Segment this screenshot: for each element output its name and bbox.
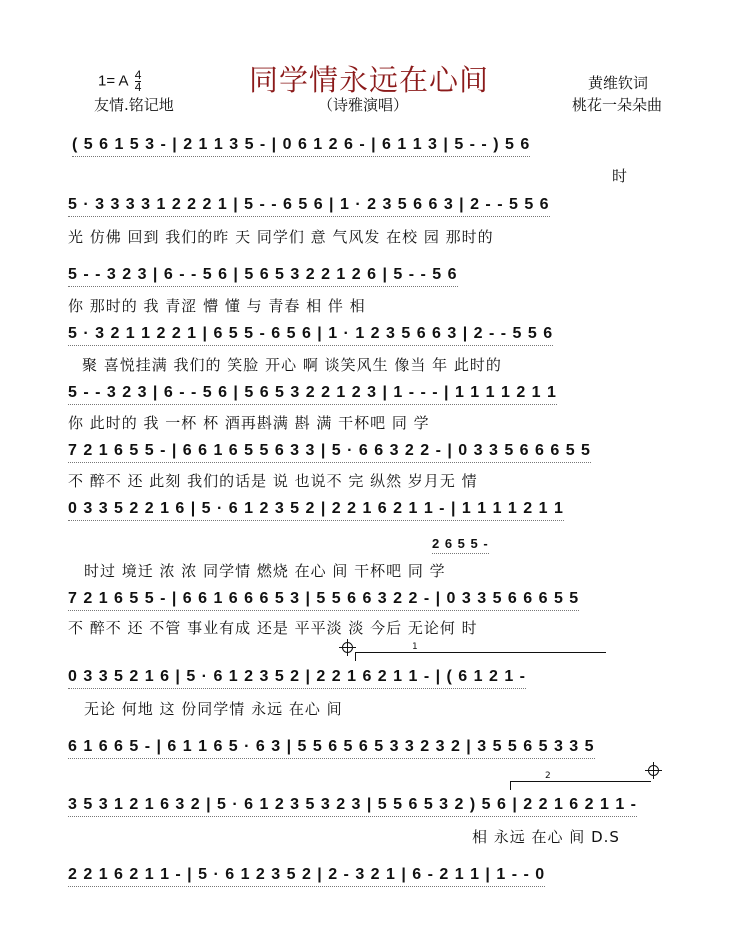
score-row-10-notes: 6 1 6 6 5 - | 6 1 1 6 5 · 6 3 | 5 5 6 5 6 5 3 3 2 3 2 | 3 5 5 6 5 3 3 5: [68, 738, 595, 755]
lyricist: 黄维钦词: [588, 74, 649, 92]
score-row-7-lyrics: 时过 境迁 浓 浓 同学情 燃烧 在心 间 干杯吧 同 学: [84, 562, 446, 580]
score-row-1-lyrics: 时: [612, 167, 629, 185]
score-row-11-lyrics: 相 永远 在心 间 D.S: [472, 828, 620, 846]
composer: 桃花一朵朵曲: [572, 96, 663, 114]
score-row-5-lyrics: 你 此时的 我 一杯 杯 酒再斟满 斟 满 干杯吧 同 学: [68, 414, 430, 432]
score-row-6-notes: 7 2 1 6 5 5 - | 6 6 1 6 5 5 6 3 3 | 5 · 6 6 3 2 2 - | 0 3 3 5 6 6 6 5 5: [68, 442, 591, 459]
score-row-1-notes: ( 5 6 1 5 3 - | 2 1 1 3 5 - | 0 6 1 2 6 - | 6 1 1 3 | 5 - - ) 5 6: [72, 136, 531, 153]
performer: （诗雅演唱）: [318, 96, 409, 114]
key-label: 1= A: [98, 72, 128, 90]
score-row-12-notes: 2 2 1 6 2 1 1 - | 5 · 6 1 2 3 5 2 | 2 - 3 2 1 | 6 - 2 1 1 | 1 - - 0: [68, 866, 546, 883]
time-signature: $\frac{4}{4}$: [134, 68, 142, 94]
score-row-6-lyrics: 不 醉不 还 此刻 我们的话是 说 也说不 完 纵然 岁月无 情: [68, 472, 478, 490]
score-row-2-notes: 5 · 3 3 3 3 1 2 2 2 1 | 5 - - 6 5 6 | 1 · 2 3 5 6 6 3 | 2 - - 5 5 6: [68, 196, 550, 213]
score-row-2-lyrics: 光 仿佛 回到 我们的昨 天 同学们 意 气风发 在校 园 那时的: [68, 228, 494, 246]
volta-2-bracket: [510, 781, 651, 790]
key-signature: [98, 70, 141, 93]
score-row-5-notes: 5 - - 3 2 3 | 6 - - 5 6 | 5 6 5 3 2 2 1 2 3 | 1 - - - | 1 1 1 1 2 1 1: [68, 384, 557, 401]
subtitle-left: 友情.铭记地: [94, 96, 174, 114]
score-row-4-notes: 5 · 3 2 1 1 2 2 1 | 6 5 5 - 6 5 6 | 1 · 1 2 3 5 6 6 3 | 2 - - 5 5 6: [68, 325, 554, 342]
score-row-7-notes: 0 3 3 5 2 2 1 6 | 5 · 6 1 2 3 5 2 | 2 2 1 6 2 1 1 - | 1 1 1 1 2 1 1: [68, 500, 564, 517]
score-row-8-notes: 7 2 1 6 5 5 - | 6 6 1 6 6 6 5 3 | 5 5 6 6 3 2 2 - | 0 3 3 5 6 6 6 5 5: [68, 590, 580, 607]
score-row-8-lyrics: 不 醉不 还 不管 事业有成 还是 平平淡 淡 今后 无论何 时: [68, 619, 478, 637]
segno-mark-2: [648, 765, 659, 776]
score-row-4-lyrics: 聚 喜悦挂满 我们的 笑脸 开心 啊 谈笑风生 像当 年 此时的: [82, 356, 502, 374]
score-row-3-notes: 5 - - 3 2 3 | 6 - - 5 6 | 5 6 5 3 2 2 1 2 6 | 5 - - 5 6: [68, 266, 458, 283]
score-row-11-notes: 3 5 3 1 2 1 6 3 2 | 5 · 6 1 2 3 5 3 2 3 | 5 5 6 5 3 2 ) 5 6 | 2 2 1 6 2 1 1 -: [68, 796, 637, 813]
segno-mark-1: [342, 642, 353, 653]
page-title: 同学情永远在心间: [248, 63, 489, 97]
score-row-7-alt-notes: 2 6 5 5 -: [432, 536, 489, 551]
volta-1-number: 1: [412, 642, 418, 652]
volta-1-bracket: [355, 652, 606, 661]
score-row-9-notes: 0 3 3 5 2 1 6 | 5 · 6 1 2 3 5 2 | 2 2 1 6 2 1 1 - | ( 6 1 2 1 -: [68, 668, 527, 685]
score-row-3-lyrics: 你 那时的 我 青涩 懵 懂 与 青春 相 伴 相: [68, 297, 366, 315]
score-row-9-lyrics: 无论 何地 这 份同学情 永远 在心 间: [84, 700, 343, 718]
volta-2-number: 2: [545, 771, 551, 781]
